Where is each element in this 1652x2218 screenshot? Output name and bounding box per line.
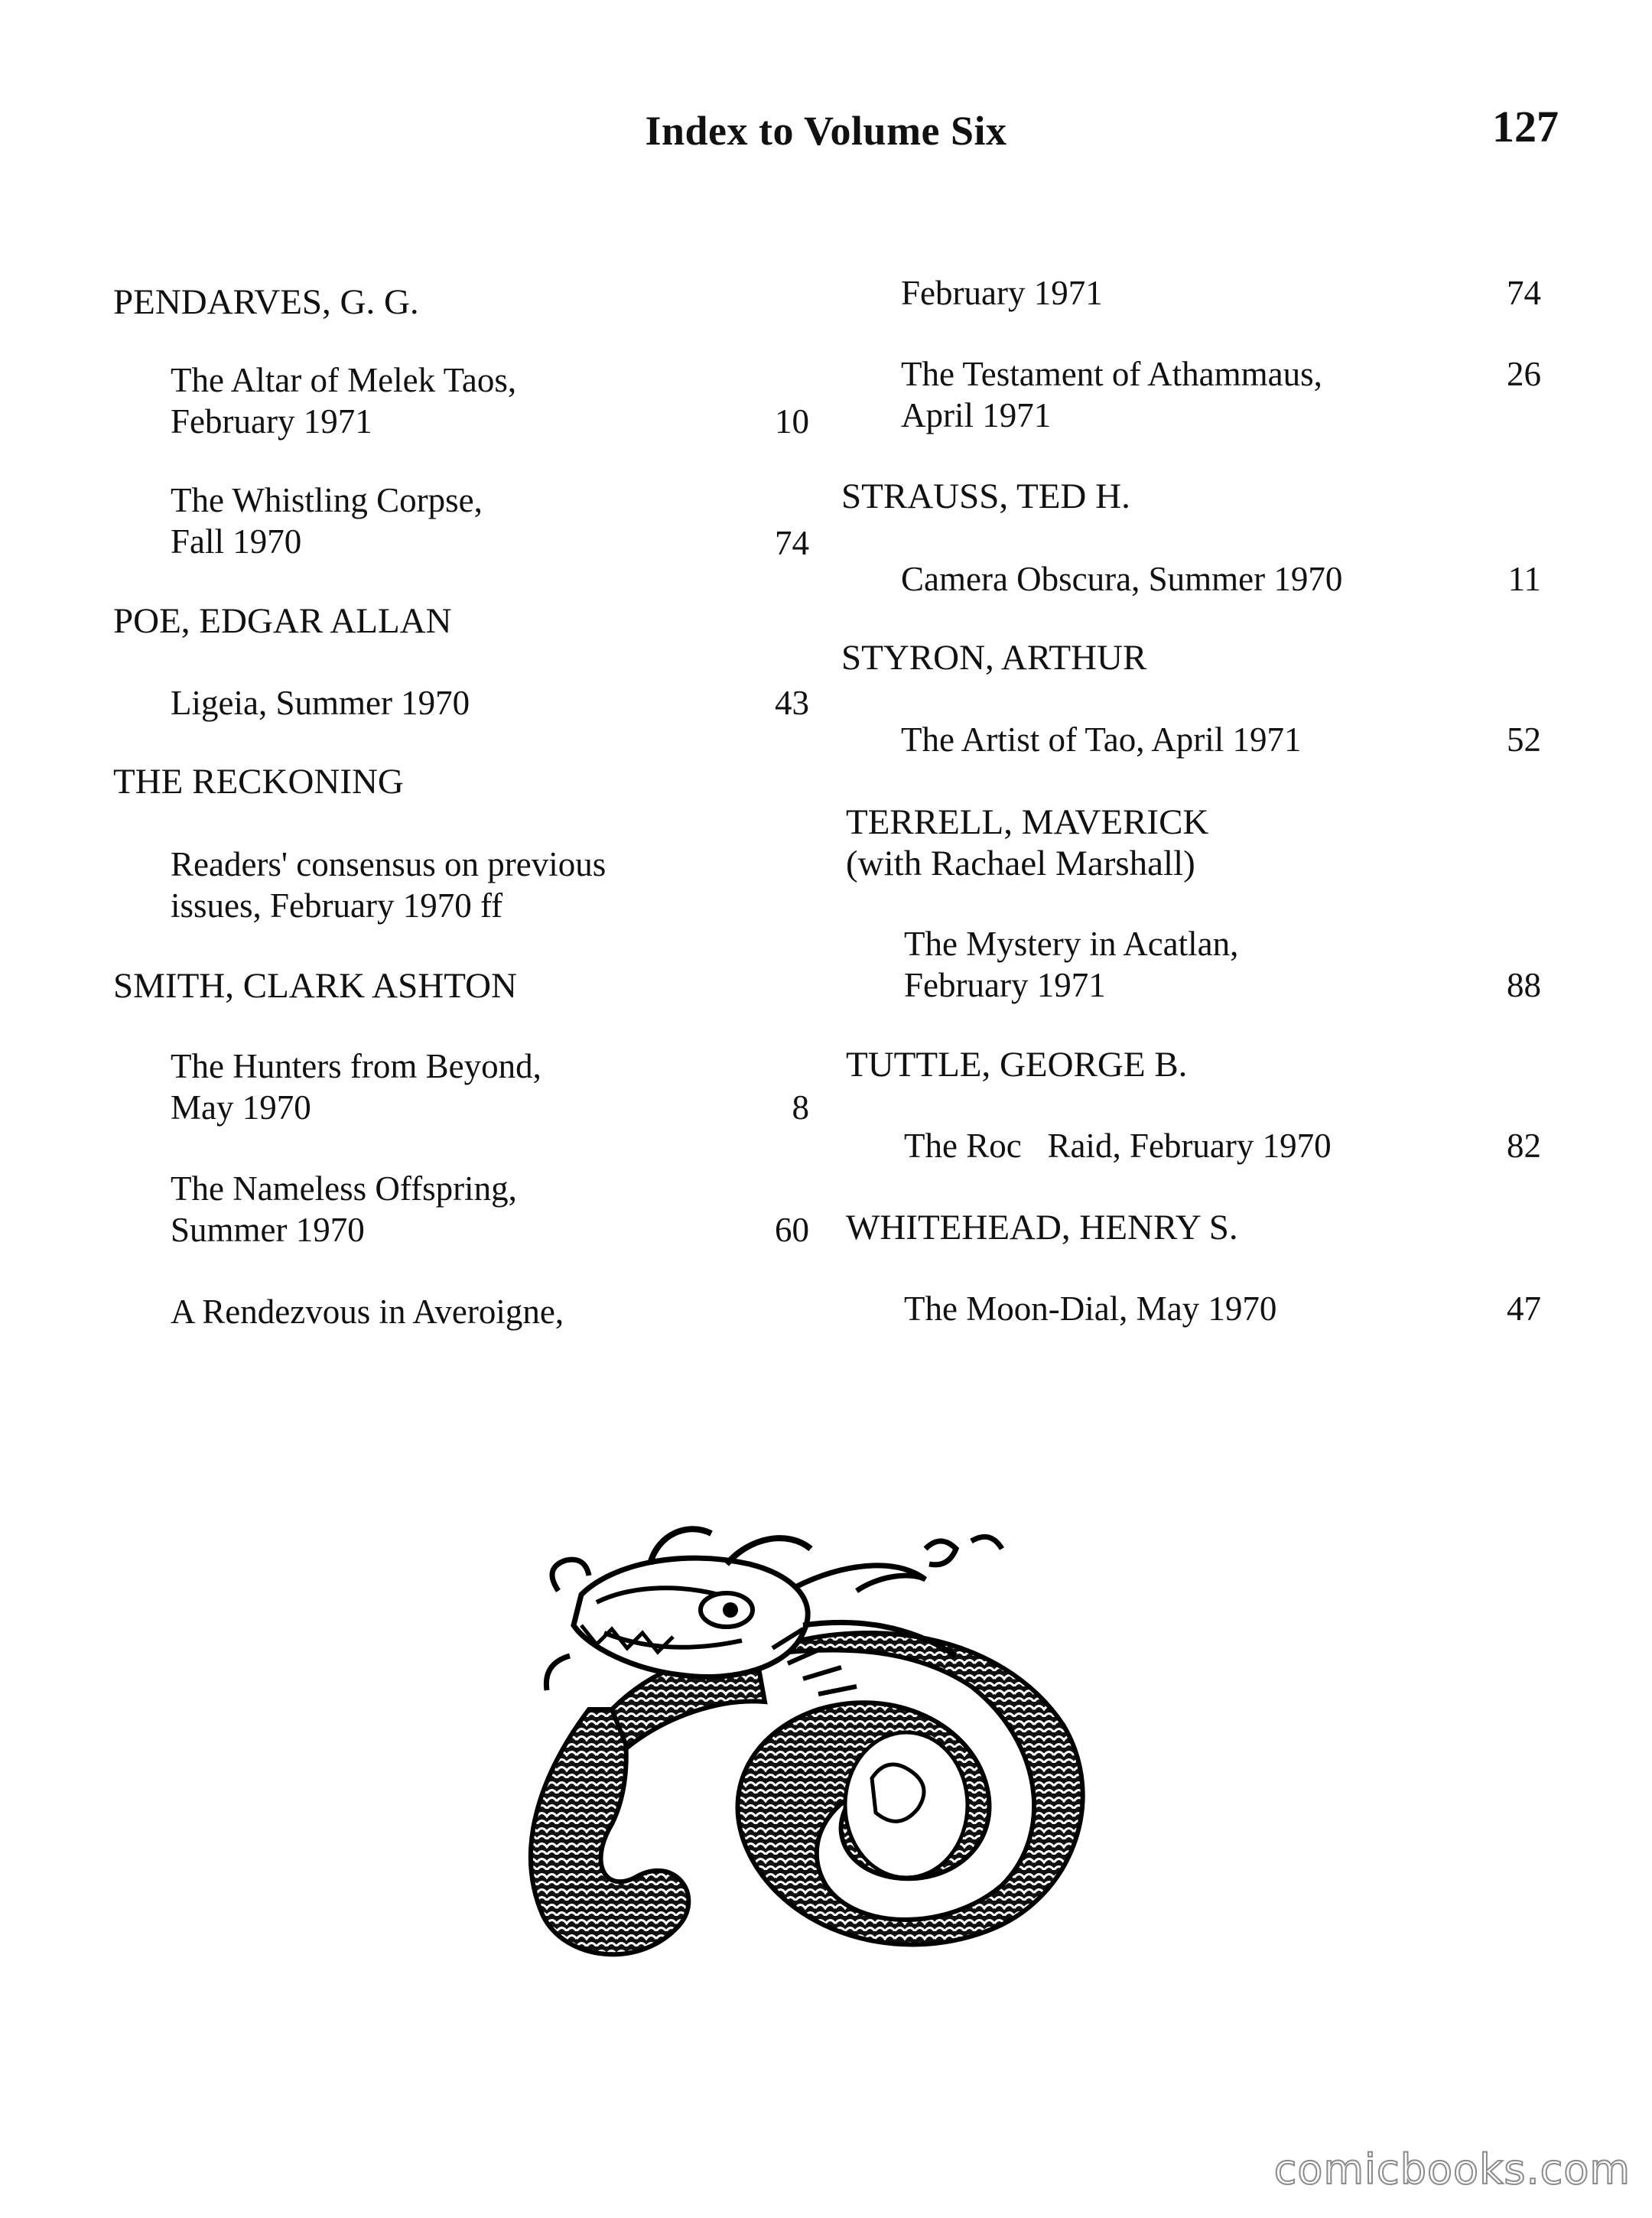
author-heading: PENDARVES, G. G. bbox=[113, 282, 419, 322]
index-entry bbox=[901, 558, 1436, 600]
page-title: Index to Volume Six bbox=[645, 108, 1007, 154]
index-entry bbox=[904, 923, 1439, 1006]
entry-date: May 1970 bbox=[171, 1088, 311, 1127]
coiled-dragon-icon bbox=[497, 1518, 1124, 1969]
author-heading bbox=[846, 802, 1208, 884]
entry-title: Camera Obscura, Summer 1970 bbox=[901, 560, 1343, 598]
entry-title: The Moon-Dial, May 1970 bbox=[904, 1289, 1277, 1328]
entry-title: The Nameless Offspring, bbox=[171, 1169, 517, 1208]
author-name: TERRELL, MAVERICK bbox=[846, 802, 1209, 842]
index-entry bbox=[171, 1046, 675, 1128]
entry-date: February 1971 bbox=[901, 274, 1103, 312]
index-entry bbox=[901, 353, 1436, 436]
author-heading: THE RECKONING bbox=[113, 762, 404, 802]
entry-title: The Hunters from Beyond, bbox=[171, 1047, 541, 1085]
site-watermark: comicbooks.com bbox=[1273, 2145, 1631, 2194]
entry-date: Summer 1970 bbox=[171, 1211, 365, 1249]
entry-page: 74 bbox=[1507, 274, 1541, 312]
entry-date: April 1971 bbox=[901, 396, 1052, 434]
entry-page: 43 bbox=[775, 684, 809, 722]
index-entry bbox=[904, 1125, 1439, 1166]
entry-page: 74 bbox=[775, 524, 809, 562]
author-heading: STYRON, ARTHUR bbox=[841, 638, 1147, 678]
entry-page: 60 bbox=[775, 1211, 809, 1249]
index-entry bbox=[171, 1168, 675, 1250]
entry-title: The Artist of Tao, April 1971 bbox=[901, 720, 1302, 759]
entry-page: 82 bbox=[1507, 1127, 1541, 1165]
entry-page: 11 bbox=[1507, 560, 1541, 598]
author-heading: SMITH, CLARK ASHTON bbox=[113, 966, 517, 1006]
entry-page: 8 bbox=[792, 1088, 809, 1127]
entry-title: The Roc Raid, February 1970 bbox=[904, 1127, 1332, 1165]
entry-date: February 1971 bbox=[904, 966, 1106, 1004]
entry-page: 47 bbox=[1507, 1289, 1541, 1328]
entry-date: February 1971 bbox=[171, 402, 372, 441]
entry-title: The Testament of Athammaus, bbox=[901, 355, 1322, 393]
author-heading: WHITEHEAD, HENRY S. bbox=[846, 1208, 1238, 1247]
entry-title: Ligeia, Summer 1970 bbox=[171, 684, 470, 722]
index-entry bbox=[901, 272, 1436, 314]
entry-page: 10 bbox=[775, 402, 809, 441]
entry-title: Readers' consensus on previous bbox=[171, 845, 606, 883]
index-entry bbox=[901, 719, 1436, 760]
author-heading: POE, EDGAR ALLAN bbox=[113, 601, 452, 641]
index-entry bbox=[171, 682, 675, 724]
entry-page: 26 bbox=[1507, 355, 1541, 393]
entry-title: The Altar of Melek Taos, bbox=[171, 361, 517, 399]
entry-page: 52 bbox=[1507, 720, 1541, 759]
entry-title: A Rendezvous in Averoigne, bbox=[171, 1293, 564, 1331]
entry-page: 88 bbox=[1507, 966, 1541, 1004]
author-collaborator: (with Rachael Marshall) bbox=[846, 844, 1195, 883]
entry-title: The Whistling Corpse, bbox=[171, 481, 483, 519]
entry-date: Fall 1970 bbox=[171, 522, 302, 561]
index-entry bbox=[171, 480, 675, 562]
index-entry bbox=[904, 1288, 1439, 1329]
index-entry bbox=[171, 1291, 675, 1332]
author-heading: STRAUSS, TED H. bbox=[841, 476, 1130, 516]
author-heading: TUTTLE, GEORGE B. bbox=[846, 1045, 1188, 1085]
entry-date: issues, February 1970 ff bbox=[171, 886, 503, 925]
index-entry bbox=[171, 359, 675, 442]
page-number: 127 bbox=[1492, 102, 1559, 151]
entry-title: The Mystery in Acatlan, bbox=[904, 925, 1239, 963]
index-entry bbox=[171, 844, 675, 926]
